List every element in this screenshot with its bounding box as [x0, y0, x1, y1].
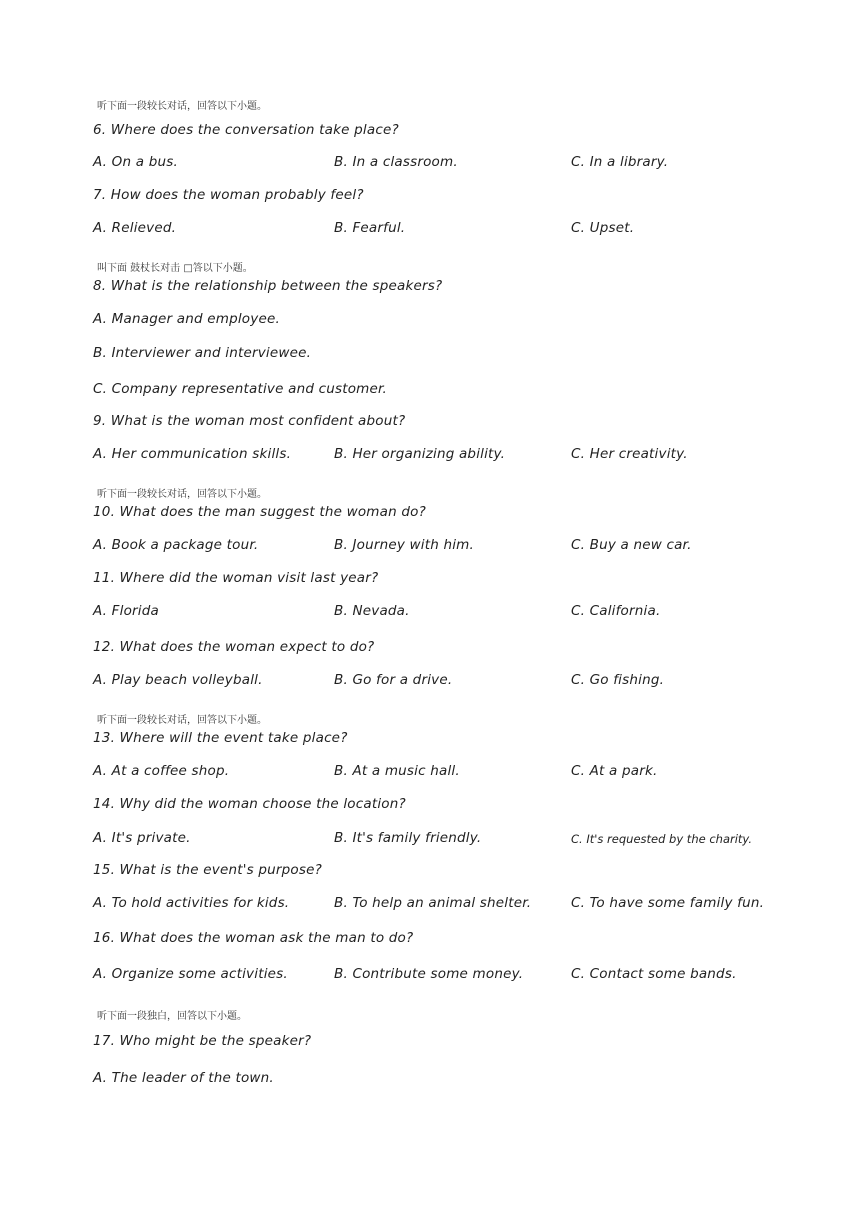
q6-option-b: B. In a classroom.: [334, 154, 458, 170]
q6-option-a: A. On a bus.: [93, 154, 178, 170]
q12-option-b: B. Go for a drive.: [334, 672, 453, 688]
q10-option-c: C. Buy a new car.: [571, 537, 692, 553]
q11-option-a: A. Florida: [93, 603, 159, 619]
q10-option-b: B. Journey with him.: [334, 537, 475, 553]
q11-option-b: B. Nevada.: [334, 603, 410, 619]
question-15: 15. What is the event's purpose?: [93, 862, 322, 878]
question-13: 13. Where will the event take place?: [93, 730, 348, 746]
q8-option-c: C. Company representative and customer.: [93, 381, 388, 397]
question-16: 16. What does the woman ask the man to do?: [93, 930, 414, 946]
question-14: 14. Why did the woman choose the location?: [93, 796, 406, 812]
q7-option-c: C. Upset.: [571, 220, 635, 236]
q9-option-a: A. Her communication skills.: [93, 446, 292, 462]
question-9: 9. What is the woman most confident about?: [93, 413, 406, 429]
question-10: 10. What does the man suggest the woman do?: [93, 504, 426, 520]
section-instruction: 听下面一段较长对话，回答以下小题。: [97, 101, 267, 112]
question-17: 17. Who might be the speaker?: [93, 1033, 312, 1049]
q14-option-b: B. It's family friendly.: [334, 830, 482, 846]
q14-option-a: A. It's private.: [93, 830, 191, 846]
q13-option-a: A. At a coffee shop.: [93, 763, 230, 779]
q16-option-c: C. Contact some bands.: [571, 966, 737, 982]
q13-option-b: B. At a music hall.: [334, 763, 460, 779]
question-8: 8. What is the relationship between the speakers?: [93, 278, 443, 294]
section-instruction: 叫下面 鼓杖长对击 □答以下小题。: [97, 263, 253, 274]
q15-option-b: B. To help an animal shelter.: [334, 895, 532, 911]
q16-option-a: A. Organize some activities.: [93, 966, 288, 982]
q15-option-c: C. To have some family fun.: [571, 895, 765, 911]
q15-option-a: A. To hold activities for kids.: [93, 895, 290, 911]
section-instruction: 听下面一段独白，回答以下小题。: [97, 1011, 247, 1022]
q17-option-a: A. The leader of the town.: [93, 1070, 274, 1086]
q11-option-c: C. California.: [571, 603, 661, 619]
question-6: 6. Where does the conversation take place?: [93, 122, 399, 138]
q6-option-c: C. In a library.: [571, 154, 669, 170]
section-instruction: 听下面一段较长对话，回答以下小题。: [97, 715, 267, 726]
q9-option-c: C. Her creativity.: [571, 446, 688, 462]
q7-option-b: B. Fearful.: [334, 220, 406, 236]
q9-option-b: B. Her organizing ability.: [334, 446, 506, 462]
q12-option-a: A. Play beach volleyball.: [93, 672, 263, 688]
q14-option-c: C. It's requested by the charity.: [571, 832, 752, 846]
question-11: 11. Where did the woman visit last year?: [93, 570, 379, 586]
section-instruction: 听下面一段较长对话，回答以下小题。: [97, 489, 267, 500]
q8-option-a: A. Manager and employee.: [93, 311, 280, 327]
q12-option-c: C. Go fishing.: [571, 672, 665, 688]
question-7: 7. How does the woman probably feel?: [93, 187, 364, 203]
q10-option-a: A. Book a package tour.: [93, 537, 259, 553]
question-12: 12. What does the woman expect to do?: [93, 639, 375, 655]
q7-option-a: A. Relieved.: [93, 220, 177, 236]
q13-option-c: C. At a park.: [571, 763, 658, 779]
q8-option-b: B. Interviewer and interviewee.: [93, 345, 312, 361]
q16-option-b: B. Contribute some money.: [334, 966, 524, 982]
